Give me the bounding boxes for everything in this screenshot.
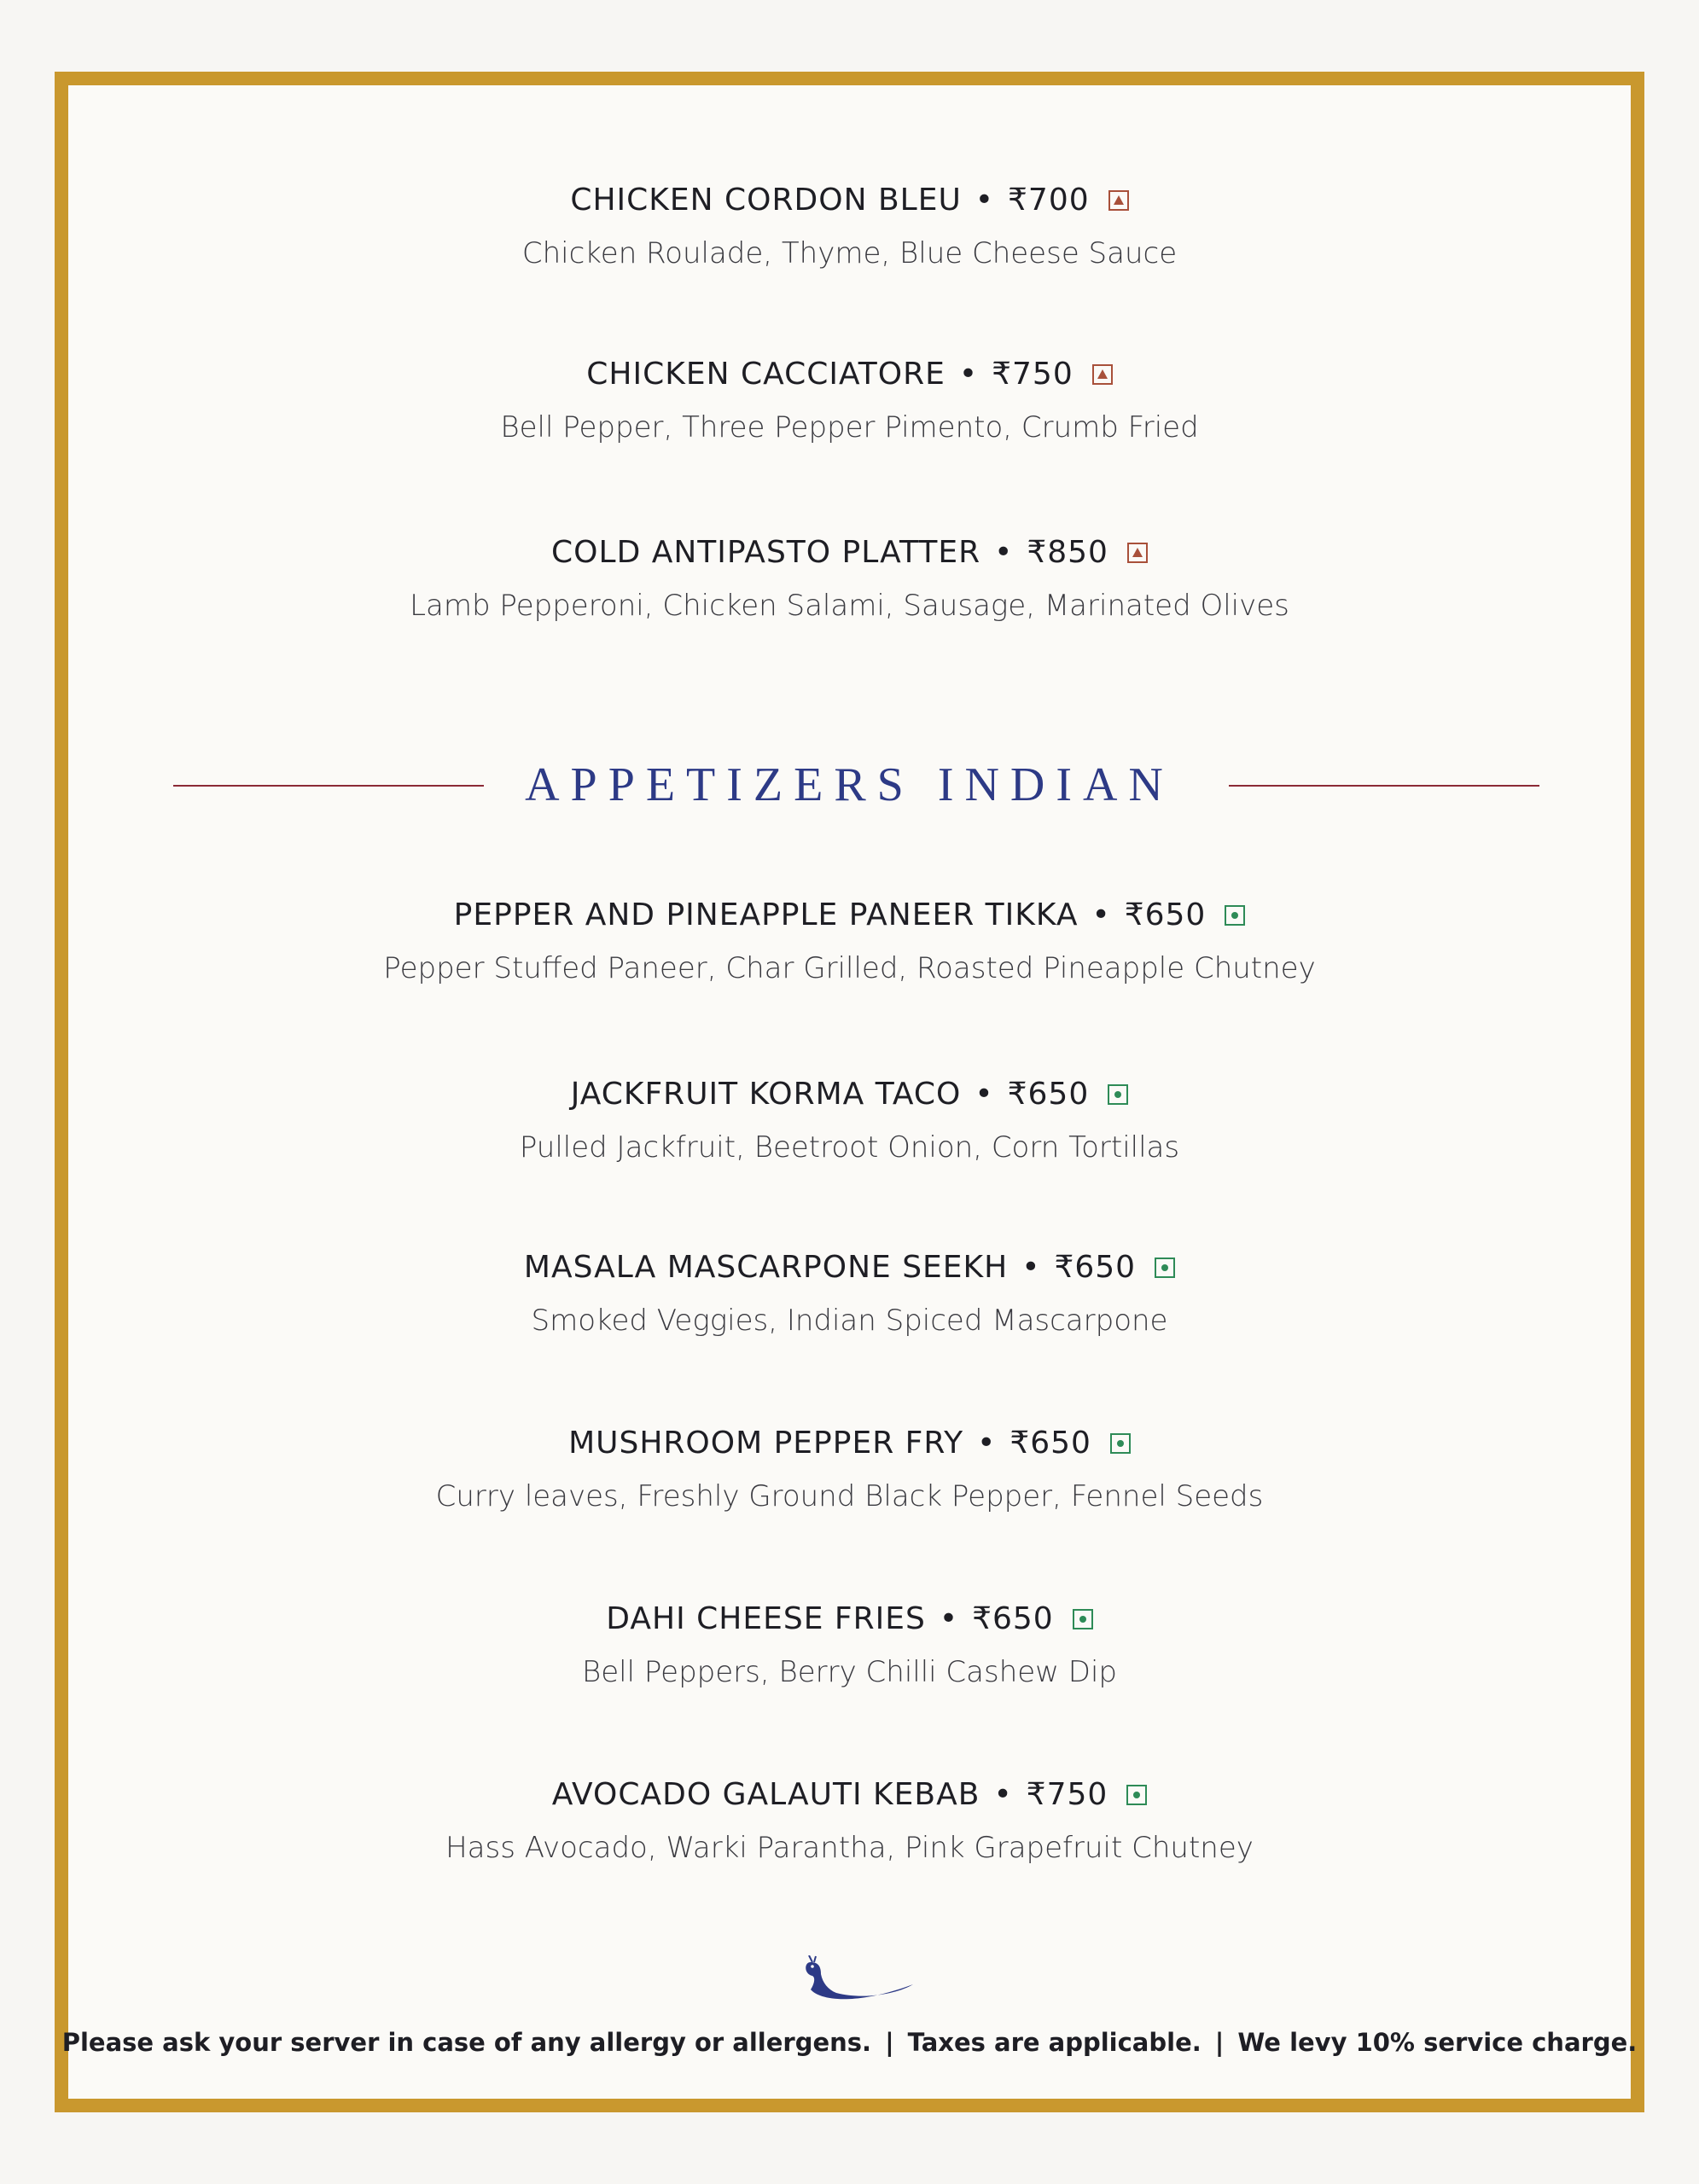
non-veg-icon [1092, 364, 1113, 385]
menu-item [0, 535, 1699, 623]
separator-dot: • [975, 183, 995, 218]
separator-dot: • [994, 535, 1014, 570]
menu-item-title [606, 1601, 1092, 1636]
veg-icon [1225, 905, 1245, 926]
menu-item-name: COLD ANTIPASTO PLATTER [551, 535, 981, 570]
menu-item-price: ₹850 [1027, 535, 1108, 570]
separator-dot: • [1021, 1250, 1041, 1285]
menu-item-price: ₹650 [1124, 897, 1207, 932]
menu-item-title [524, 1250, 1175, 1285]
menu-item-description: Pepper Stuffed Paneer, Char Grilled, Roasted Pineapple Chutney [383, 951, 1316, 985]
menu-item-description: Curry leaves, Freshly Ground Black Pepper, Fennel Seeds [435, 1479, 1264, 1513]
menu-item-price: ₹650 [1007, 1077, 1090, 1112]
menu-item-title [586, 357, 1113, 392]
menu-item [0, 897, 1699, 985]
menu-item [0, 183, 1699, 270]
menu-item-name: PEPPER AND PINEAPPLE PANEER TIKKA [453, 897, 1079, 932]
menu-item-name: MASALA MASCARPONE SEEKH [523, 1250, 1009, 1285]
menu-item-price: ₹700 [1008, 183, 1090, 218]
allergy-note: Please ask your server in case of any allergy or allergens. [61, 2028, 872, 2057]
service-charge-note: We levy 10% service charge. [1237, 2028, 1638, 2057]
menu-item-description: Smoked Veggies, Indian Spiced Mascarpone [531, 1304, 1168, 1338]
veg-icon [1110, 1433, 1131, 1454]
menu-item [0, 1777, 1699, 1865]
menu-item [0, 1250, 1699, 1338]
separator-dot: • [939, 1601, 959, 1636]
menu-item-title [454, 897, 1246, 932]
separator-dot: • [993, 1777, 1013, 1812]
separator-dot: • [975, 1077, 994, 1112]
veg-icon [1108, 1084, 1128, 1105]
separator-dot: • [1091, 897, 1111, 932]
menu-item-description: Chicken Roulade, Thyme, Blue Cheese Sauce [521, 236, 1178, 270]
menu-item-title [551, 535, 1148, 570]
menu-item-description: Lamb Pepperoni, Chicken Salami, Sausage, Marinated Olives [410, 589, 1289, 623]
heading-rule-right [1229, 785, 1539, 787]
menu-item-name: DAHI CHEESE FRIES [606, 1601, 926, 1636]
menu-item [0, 1426, 1699, 1513]
menu-item-title [568, 1426, 1131, 1461]
menu-item-price: ₹650 [972, 1601, 1054, 1636]
peacock-logo-icon [802, 1955, 918, 2010]
menu-item-description: Hass Avocado, Warki Parantha, Pink Grapefruit Chutney [445, 1831, 1254, 1865]
menu-item-name: MUSHROOM PEPPER FRY [568, 1426, 964, 1461]
non-veg-icon [1127, 543, 1148, 563]
menu-item-name: AVOCADO GALAUTI KEBAB [551, 1777, 980, 1812]
menu-item-title [552, 1777, 1148, 1812]
section-heading: APPETIZERS INDIAN [525, 758, 1174, 811]
separator-dot: • [977, 1426, 997, 1461]
veg-icon [1073, 1609, 1093, 1629]
footer-note [0, 2028, 1699, 2057]
menu-item-price: ₹750 [1026, 1777, 1108, 1812]
menu-item-price: ₹650 [1054, 1250, 1137, 1285]
veg-icon [1155, 1258, 1175, 1278]
menu-item-price: ₹750 [992, 357, 1074, 392]
menu-item-name: JACKFRUIT KORMA TACO [570, 1077, 962, 1112]
menu-item-description: Bell Pepper, Three Pepper Pimento, Crumb Fried [500, 410, 1199, 444]
menu-item-title [570, 183, 1128, 218]
separator-dot: • [958, 357, 979, 392]
menu-item-name: CHICKEN CORDON BLEU [570, 183, 962, 218]
menu-item-name: CHICKEN CACCIATORE [586, 357, 946, 392]
menu-item [0, 357, 1699, 444]
footer-divider: | [885, 2028, 894, 2057]
menu-item [0, 1077, 1699, 1165]
non-veg-icon [1108, 190, 1129, 211]
menu-item-description: Bell Peppers, Berry Chilli Cashew Dip [581, 1655, 1117, 1689]
footer-divider: | [1214, 2028, 1225, 2057]
menu-item-title [571, 1077, 1128, 1112]
veg-icon [1126, 1785, 1147, 1805]
menu-item-description: Pulled Jackfruit, Beetroot Onion, Corn Tortillas [519, 1130, 1180, 1165]
tax-note: Taxes are applicable. [907, 2028, 1202, 2057]
menu-item [0, 1601, 1699, 1689]
menu-item-price: ₹650 [1010, 1426, 1091, 1461]
